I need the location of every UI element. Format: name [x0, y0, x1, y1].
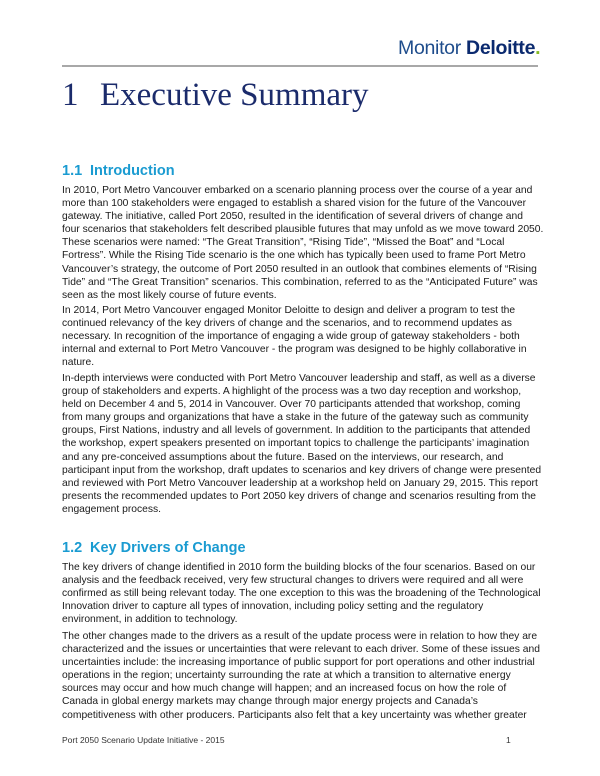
text-line: seen as the most likely course of future events. [62, 289, 277, 301]
paragraph-intro-2 [62, 304, 540, 369]
text-line: from many groups and organizations that have a stake in the future of the gateway such as community [62, 412, 529, 424]
text-line: participant input from the workshop, draft updates to scenarios and key drivers of change were presented [62, 464, 542, 476]
text-line: The other changes made to the drivers as a result of the update process were in relation to how they are [62, 631, 538, 642]
text-line: gateway. The initiative, called Port 2050, resulted in the identification of several drivers of change and [62, 211, 523, 223]
text-line: Innovation driver to capture all types of innovation, including policy setting and the regulatory [62, 601, 484, 613]
text-line: necessary. In recognition of the importance of engaging a wide group of gateway stakeholders - both [62, 331, 520, 343]
logo-monitor-text: Monitor [398, 37, 467, 59]
section-title: Key Drivers of Change [90, 540, 246, 556]
section-number: 1.1 [62, 163, 83, 179]
footer-document-title: Port 2050 Scenario Update Initiative - 2015 [62, 735, 225, 745]
text-line: internal and external to Port Metro Vancouver - the program was designed to be highly collaborative in [62, 344, 527, 356]
section-heading-introduction [62, 162, 175, 180]
header-divider [62, 65, 538, 67]
text-line: continued relevancy of the key drivers of change and the scenarios, and to recommend updates as [62, 318, 512, 330]
text-line: and reviewed with Port Metro Vancouver leadership at a workshop held on January 29, 2015. This report [62, 477, 538, 489]
text-line: Vancouver’s strategy, the outcome of Port 2050 resulted in an outlook that combines elements of “Rising [62, 263, 537, 275]
logo-green-dot: . [535, 37, 541, 59]
chapter-number: 1 [62, 77, 79, 113]
text-line: environment, in addition to technology. [62, 614, 238, 626]
text-line: nature. [62, 357, 95, 369]
paragraph-intro-3 [62, 372, 540, 516]
text-line: characterized and the issues or uncertainties that were relevant to each driver. Some of these issues and [62, 644, 540, 656]
text-line: Canada in global energy markets may change through major energy projects and Canada’s [62, 696, 478, 708]
logo-deloitte-text: Deloitte [466, 37, 536, 59]
paragraph-drivers-1 [62, 561, 540, 626]
text-line: more than 100 stakeholders were engaged to establish a shared vision for the future of the Vancouver [62, 198, 527, 210]
section-heading-key-drivers [62, 539, 246, 557]
footer-page-number: 1 [506, 735, 511, 745]
text-line: uncertainties include: the increasing importance of public support for port operations and other industrial [62, 657, 535, 669]
text-line: The key drivers of change identified in 2010 form the building blocks of the four scenarios. Based on our [62, 562, 536, 573]
text-line: operations in the region; uncertainty surrounding the rate at which a transition to alternative energy [62, 670, 511, 682]
section-number: 1.2 [62, 540, 83, 556]
text-line: four scenarios that stakeholders felt described plausible futures that may unfold as we move toward 2050. [62, 224, 544, 236]
text-line: These scenarios were named: “The Great Transition”, “Rising Tide”, “Missed the Boat” and “Local [62, 237, 505, 249]
text-line: and any pre-conceived assumptions about the future. Based on the interviews, our research, and [62, 451, 504, 463]
text-line: Fortress”. While the Rising Tide scenario is the one which has typically been used to frame Port Metro [62, 250, 526, 262]
text-line: held on December 4 and 5, 2014 in Vancouver. Over 70 participants attended that workshop, coming [62, 399, 521, 411]
text-line: confirmed as still being relevant today. The one exception to this was the broadening of the Technological [62, 588, 541, 600]
monitor-deloitte-logo [398, 37, 540, 59]
text-line: presents the recommended updates to Port 2050 key drivers of change and scenarios resulting from the [62, 490, 536, 502]
paragraph-intro-1 [62, 184, 544, 302]
chapter-title: Executive Summary [100, 77, 369, 113]
text-line: competitiveness with other producers. Participants also felt that a key uncertainty was whether greater [62, 709, 527, 721]
text-line: analysis and the feedback received, very few structural changes to drivers were required and all were [62, 575, 524, 587]
text-line: Tide” and “The Great Transition” scenarios. This combination, referred to as the “Anticipated Future” was [62, 276, 538, 288]
text-line: engagement process. [62, 503, 162, 515]
text-line: In 2014, Port Metro Vancouver engaged Monitor Deloitte to design and deliver a program to test the [62, 305, 516, 316]
text-line: groups, First Nations, industry and all levels of government. In addition to the participants that attended [62, 425, 531, 437]
text-line: In 2010, Port Metro Vancouver embarked on a scenario planning process over the course of a year and [62, 185, 533, 196]
page-title [62, 71, 369, 119]
paragraph-drivers-2 [62, 630, 540, 722]
text-line: the workshop, expert speakers presented on important topics to challenge the participants’ imagination [62, 438, 530, 450]
text-line: group of stakeholders and experts. A highlight of the process was a two day reception and workshop, [62, 386, 522, 398]
text-line: sources may occur and how much change will happen; and an increased focus on how the role of [62, 683, 507, 695]
text-line: In-depth interviews were conducted with Port Metro Vancouver leadership and staff, as well as a diverse [62, 373, 536, 384]
section-title: Introduction [90, 163, 175, 179]
